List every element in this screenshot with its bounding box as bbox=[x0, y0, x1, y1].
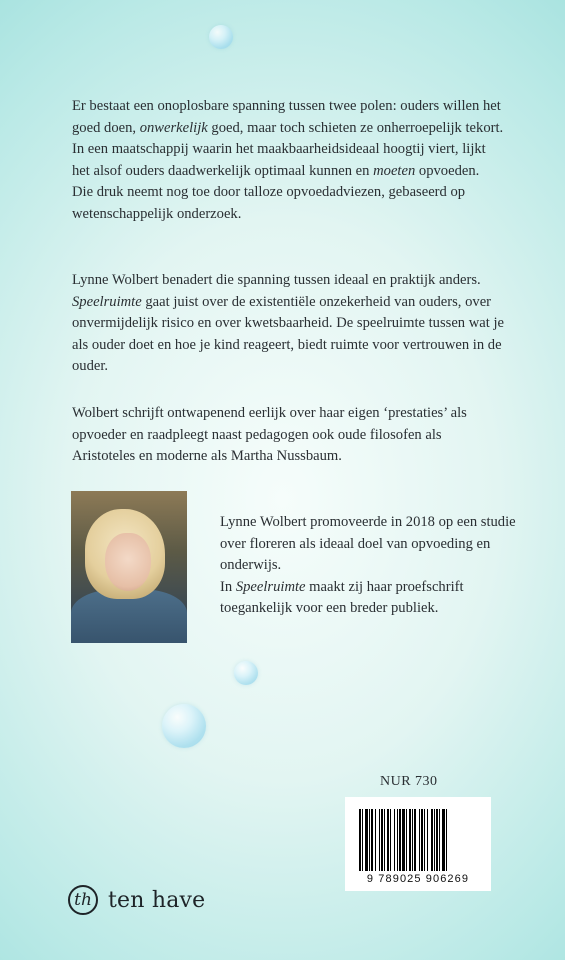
book-title-italic: Speelruimte bbox=[72, 293, 142, 310]
barcode-gap bbox=[447, 809, 449, 871]
isbn-number: 9 789025 906269 bbox=[366, 873, 470, 885]
blurb-text: Er bestaat een onoplosbare spanning tussen twee polen: ouders willen het goed doen, bbox=[72, 98, 501, 136]
book-title-italic: Speelruimte bbox=[235, 578, 306, 595]
author-bio-line-2 bbox=[220, 577, 520, 620]
blurb-text: Lynne Wolbert benadert die spanning tussen ideaal en praktijk anders. bbox=[72, 272, 481, 288]
bio-text: maakt zij haar proefschrift toegankelijk voor een breder publiek. bbox=[220, 578, 464, 616]
decorative-bubble bbox=[209, 25, 233, 49]
blurb-paragraph-3 bbox=[72, 403, 504, 468]
blurb-emphasis: moeten bbox=[373, 162, 416, 179]
decorative-bubble bbox=[162, 704, 206, 748]
bio-text: In bbox=[220, 578, 236, 595]
author-photo bbox=[71, 491, 187, 643]
nur-code: NUR 730 bbox=[380, 774, 438, 789]
author-bio-line-1: Lynne Wolbert promoveerde in 2018 op een studie over floreren als ideaal doel van opvoeding en onderwijs. bbox=[220, 514, 516, 573]
publisher-name: ten have bbox=[108, 887, 206, 913]
barcode bbox=[359, 809, 477, 871]
publisher-logo-mark: th bbox=[68, 885, 98, 915]
barcode-panel bbox=[345, 797, 491, 891]
decorative-bubble bbox=[234, 661, 258, 685]
blurb-text: opvoeden. Die druk neemt nog toe door talloze opvoedadviezen, gebaseerd op wetenschappelijk onderzoek. bbox=[72, 162, 480, 222]
blurb-paragraph-1 bbox=[72, 96, 504, 225]
author-bio bbox=[220, 512, 520, 620]
author-photo-face bbox=[105, 533, 151, 591]
blurb-paragraph-2 bbox=[72, 270, 504, 378]
blurb-text: Wolbert schrijft ontwapenend eerlijk over haar eigen ‘prestaties’ als opvoeder en raadpleegt naast pedagogen ook oude filosofen als Aristoteles en moderne als Martha Nussbaum. bbox=[72, 405, 467, 464]
publisher-logo bbox=[68, 880, 205, 920]
blurb-text: gaat juist over de existentiële onzekerheid van ouders, over onvermijdelijk risico en over kwetsbaarheid. De speelruimte tussen wat je als ouder doet en hoe je kind reageert, biedt ruimte voor vertrouwen in de ouder. bbox=[72, 293, 505, 374]
blurb-text: goed, maar toch schieten ze onherroepelijk tekort. In een maatschappij waarin het maakbaarheidsideaal hoogtij viert, lijkt het alsof ouders daadwerkelijk optimaal kunnen en bbox=[72, 119, 504, 179]
blurb-emphasis: onwerkelijk bbox=[139, 119, 208, 136]
